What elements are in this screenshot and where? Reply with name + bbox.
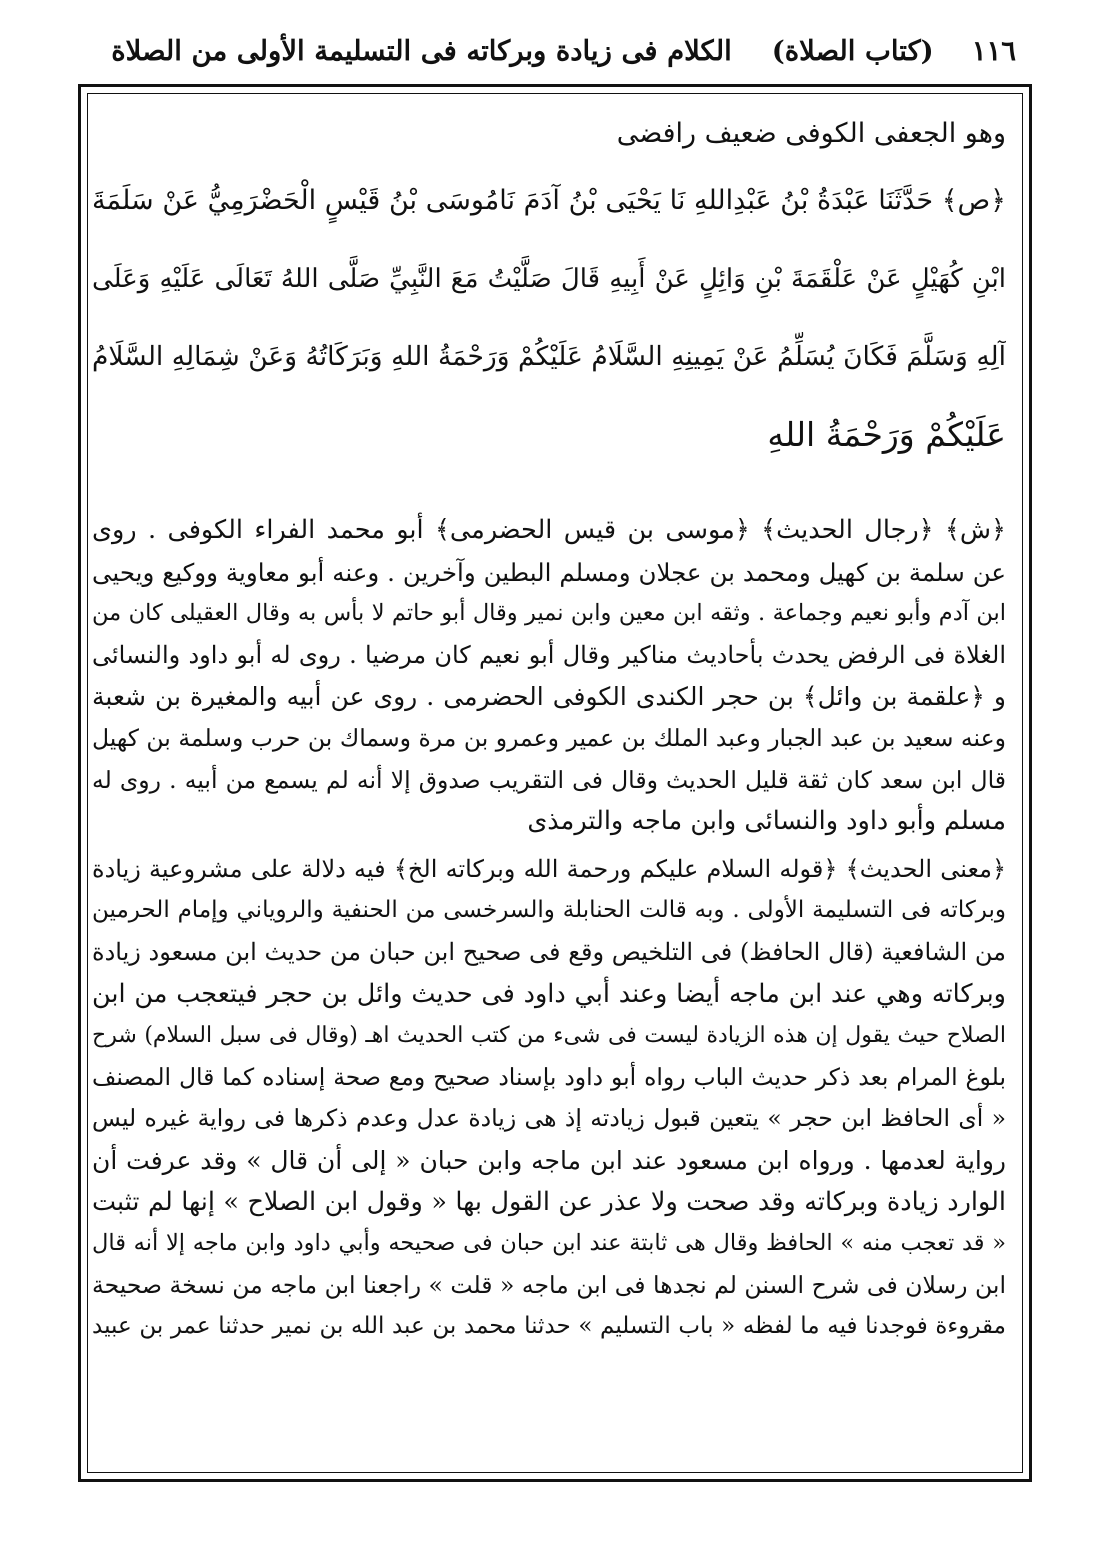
commentary-line-7: قال ابن سعد كان ثقة قليل الحديث وقال فى التقريب صدوق إلا أنه لم يسمع من أبيه . روى له xyxy=(92,765,1006,794)
meaning-line-7: « أى الحافظ ابن حجر » يتعين قبول زيادته إذ هى زيادة عدل وعدم ذكرها فى رواية غيره ليس xyxy=(92,1104,1006,1133)
page-number: ١١٦ xyxy=(971,35,1016,67)
meaning-line-8: رواية لعدمها . ورواه ابن مسعود عند ابن ماجه وابن حبان « إلى أن قال » وقد عرفت أن xyxy=(92,1145,1006,1175)
hadith-line-2: ابْنِ كُهَيْلٍ عَنْ عَلْقَمَةَ بْنِ وَائِلٍ عَنْ أَبِيهِ قَالَ صَلَّيْتُ مَعَ النَّبِيِّ صَلَّى اللهُ تَعَالَى عَلَيْهِ وَعَلَى xyxy=(92,264,1006,294)
commentary-line-1: ﴿ش﴾ ﴿رجال الحديث﴾ ﴿موسى بن قيس الحضرمى﴾ أبو محمد الفراء الكوفى . روى xyxy=(92,515,1006,545)
commentary-line-3: ابن آدم وأبو نعيم وجماعة . وثقه ابن معين وابن نمير وقال أبو حاتم لا بأس به وقال العقيلى كان من xyxy=(92,600,1006,627)
intro-line: وهو الجعفى الكوفى ضعيف رافضى xyxy=(616,118,1006,149)
book-title: (كتاب الصلاة) xyxy=(771,35,934,67)
meaning-line-3: من الشافعية (قال الحافظ) فى التلخيص وقع فى صحيح ابن حبان من حديث ابن مسعود زيادة xyxy=(92,937,1006,966)
meaning-line-1: ﴿معنى الحديث﴾ ﴿قوله السلام عليكم ورحمة الله وبركاته الخ﴾ فيه دلالة على مشروعية زيادة xyxy=(92,854,1006,883)
meaning-line-5: الصلاح حيث يقول إن هذه الزيادة ليست فى شىء من كتب الحديث اهـ (وقال فى سبل السلام) شرح xyxy=(92,1023,1006,1049)
commentary-line-4: الغلاة فى الرفض يحدث بأحاديث مناكير وقال أبو نعيم كان مرضيا . روى له أبو داود والنسائى xyxy=(92,640,1006,669)
meaning-commentary xyxy=(92,849,1006,1348)
meaning-line-4: وبركاته وهي عند ابن ماجه أيضا وعند أبي داود فى حديث وائل بن حجر فيتعجب من ابن xyxy=(92,978,1006,1009)
meaning-line-12: مقروءة فوجدنا فيه ما لفظه « باب التسليم » حدثنا محمد بن عبد الله بن نمير حدثنا عمر بن عبيد xyxy=(92,1313,1006,1340)
meaning-line-9: الوارد زيادة وبركاته وقد صحت ولا عذر عن القول بها « وقول ابن الصلاح » إنها لم تثبت xyxy=(92,1186,1006,1217)
commentary-line-5: و ﴿علقمة بن وائل﴾ بن حجر الكندى الكوفى الحضرمى . روى عن أبيه والمغيرة بن شعبة xyxy=(92,682,1006,712)
hadith-line-3: آلِهِ وَسَلَّمَ فَكَانَ يُسَلِّمُ عَنْ يَمِينِهِ السَّلَامُ عَلَيْكُمْ وَرَحْمَةُ اللهِ وَبَرَكَاتُهُ وَعَنْ شِمَالِهِ السَّلَامُ xyxy=(92,341,1006,372)
commentary-line-6: وعنه سعيد بن عبد الجبار وعبد الملك بن عمير وعمرو بن مرة وسماك بن حرب وسلمة بن كهيل xyxy=(92,723,1006,752)
body-text xyxy=(92,112,1006,1348)
chapter-title: الكلام فى زيادة وبركاته فى التسليمة الأولى من الصلاة xyxy=(111,35,732,67)
commentary-line-2: عن سلمة بن كهيل ومحمد بن عجلان ومسلم البطين وآخرين . وعنه أبو معاوية ووكيع ويحيى xyxy=(92,557,1006,587)
hadith-line-1: ﴿ص﴾ حَدَّثَنَا عَبْدَةُ بْنُ عَبْدِاللهِ نَا يَحْيَى بْنُ آدَمَ نَامُوسَى بْنُ قَيْسٍ الْحَضْرَمِيُّ عَنْ سَلَمَةَ xyxy=(92,185,1006,216)
commentary-line-8: مسلم وأبو داود والنسائى وابن ماجه والترمذى xyxy=(527,806,1006,837)
hadith-line-4: عَلَيْكُمْ وَرَحْمَةُ اللهِ xyxy=(767,415,1006,454)
hadith-text xyxy=(92,162,1006,474)
meaning-line-10: « قد تعجب منه » الحافظ وقال هى ثابتة عند ابن حبان فى صحيحه وأبي داود وابن ماجه إلا أنه قال xyxy=(92,1230,1006,1257)
narrators-commentary xyxy=(92,510,1006,843)
meaning-line-2: وبركاته فى التسليمة الأولى . وبه قالت الحنابلة والسرخسى من الحنفية والروياني وإمام الحرمين xyxy=(92,897,1006,924)
running-header xyxy=(110,26,1016,76)
meaning-line-6: بلوغ المرام بعد ذكر حديث الباب رواه أبو داود بإسناد صحيح ومع صحة إسناده كما قال المصنف xyxy=(92,1062,1006,1091)
meaning-line-11: ابن رسلان فى شرح السنن لم نجدها فى ابن ماجه « قلت » راجعنا ابن ماجه من نسخة صحيحة xyxy=(92,1270,1006,1299)
